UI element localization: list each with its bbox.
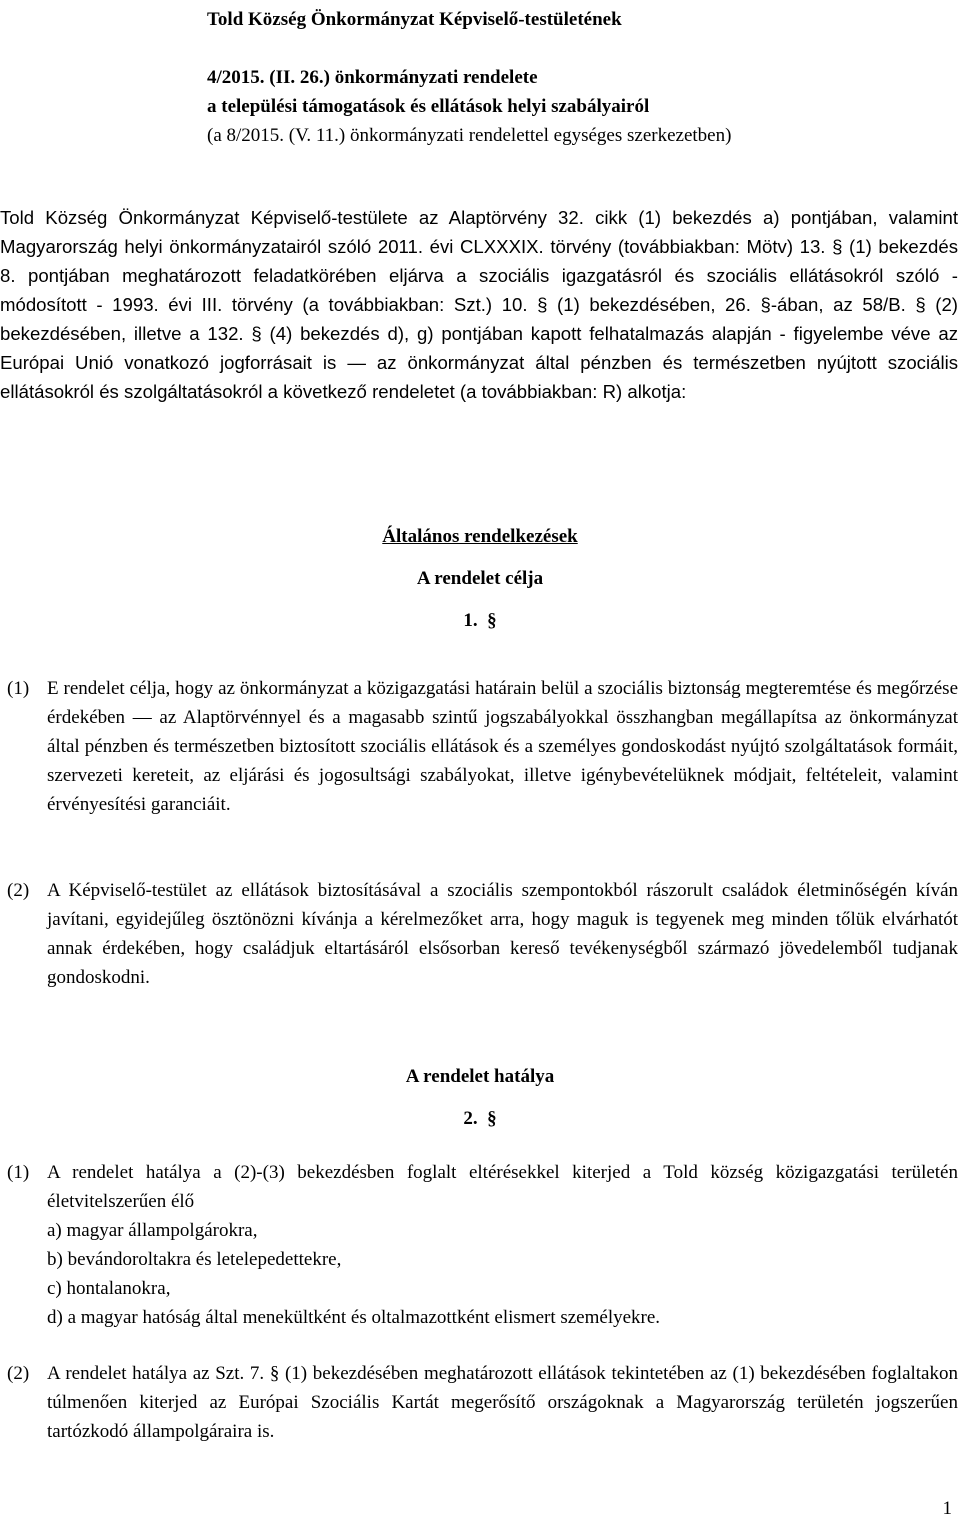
section-1-paragraph-2 [7,876,958,992]
preamble-paragraph: Told Község Önkormányzat Képviselő-testülete az Alaptörvény 32. cikk (1) bekezdés a) pontjában, valamint Magyarország helyi önkormányzatairól szóló 2011. évi CLXXXIX. törvény (továbbiakban: Mötv) 13. § (1) bekezdés 8. pontjában meghatározott feladatkörében eljárva a szociális igazgatásról és szociális ellátásokról szóló - módosított - 1993. évi III. törvény (a továbbiakban: Szt.) 10. § (1) bekezdésében, 26. §-ában, az 58/B. § (2) bekezdésében, illetve a 132. § (4) bekezdés d), g) pontjában kapott felhatalmazás alapján - figyelembe véve az Európai Unió vonatkozó jogforrásait is — az önkormányzat által pénzben és természetben nyújtott szociális ellátásokról és szolgáltatásokról a következő rendeletet (a továbbiakban: R) alkotja: [0,207,958,402]
page-number: 1 [942,1498,952,1519]
section-2-paragraph-1 [7,1158,958,1332]
council-title: Told Község Önkormányzat Képviselő-testületének [207,9,622,30]
paragraph-text: E rendelet célja, hogy az önkormányzat a közigazgatási határain belül a szociális biztonság megteremtése és megőrzése érdekében — az Alaptörvénnyel és a magasabb szintű jogszabályokkal összhangban megállapítsa az önkormányzat által pénzben és természetben biztosított szociális ellátások és a személyes gondoskodást nyújtó szolgáltatások formáit, szervezeti kereteit, az eljárási és jogosultsági szabályokat, illetve igénybevételüknek módjait, feltételeit, valamint érvényesítési garanciáit. [47,678,958,815]
section-symbol: § [487,1108,497,1129]
decree-number-line: 4/2015. (II. 26.) önkormányzati rendelete [207,67,538,88]
consolidation-note: (a 8/2015. (V. 11.) önkormányzati rendelettel egységes szerkezetben) [207,125,732,146]
section-1-title: A rendelet célja [416,568,544,589]
section-2-paragraph-2 [7,1359,958,1446]
paragraph-number: (2) [7,880,30,901]
section-symbol: § [487,610,497,631]
section-1-number [0,606,960,635]
paragraph-number: (2) [7,1363,30,1384]
paragraph-text: A rendelet hatálya a (2)-(3) bekezdésben foglalt eltérésekkel kiterjed a Told község közigazgatási területén életvitelszerűen élő [47,1162,958,1212]
section-2-number-text: 2. [463,1108,478,1129]
document-header [207,5,767,150]
decree-subject-line: a települési támogatások és ellátások helyi szabályairól [207,96,650,117]
section-2-number [0,1104,960,1133]
paragraph-number: (1) [7,1162,30,1183]
paragraph-text: A rendelet hatálya az Szt. 7. § (1) bekezdésében meghatározott ellátások tekintetében az (1) bekezdésében foglaltakon túlmenően kiterjed az Európai Szociális Kartát megerősítő országoknak a Magyarország területén jogszerűen tartózkodó állampolgáraira is. [47,1363,958,1442]
section-2-title: A rendelet hatálya [405,1066,555,1087]
list-item: d) a magyar hatóság által menekültként és oltalmazottként elismert személyekre. [47,1307,661,1328]
paragraph-number: (1) [7,678,30,699]
chapter-heading: Általános rendelkezések [382,526,578,547]
list-item: c) hontalanokra, [47,1278,171,1299]
list-item: a) magyar állampolgárokra, [47,1220,258,1241]
section-1-paragraph-1 [7,674,958,819]
paragraph-text: A Képviselő-testület az ellátások biztosításával a szociális szempontokból rászorult családok életminőségén kíván javítani, egyidejűleg ösztönözni kívánja a kérelmezőket arra, hogy maguk is tegyenek meg minden tőlük elvárhatót annak érdekében, hogy családjuk eltartásáról elsősorban kereső tevékenységből származó jövedelemből tudjanak gondoskodni. [47,880,958,988]
list-item: b) bevándoroltakra és letelepedettekre, [47,1249,342,1270]
section-1-number-text: 1. [463,610,478,631]
